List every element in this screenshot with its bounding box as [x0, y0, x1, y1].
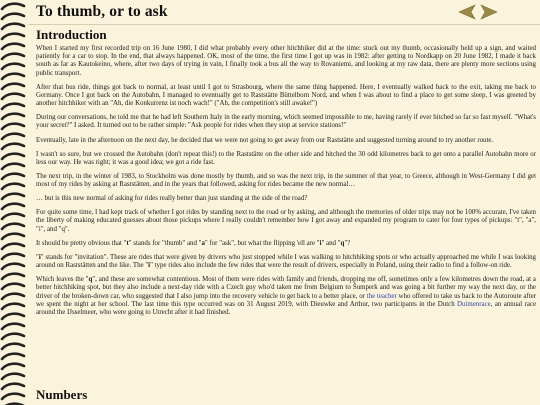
paragraph: After that bus ride, things got back to normal, at least until I got to Strasbourg, where the same thing happened. Here, I eventually walked back to the exit, taking me back to Germany. Once I got back on the Autobahn, I managed to eventually get to Raststätte Büttelborn Nord, and when I was about to find a place to get some sleep, I was greeted by another hitchhiker with an "Ah, die Konkurrenz ist noch wach!" ("Ah, the competition's still awake!")	[36, 83, 536, 108]
binding-ring	[2, 274, 24, 279]
article-body	[36, 45, 536, 323]
binding-ring	[2, 254, 24, 259]
binding-ring	[2, 184, 24, 189]
paragraph: I wasn't so sure, but we crossed the Autobahn (don't repeat this!) to the Raststätte on the other side and hitched the 30 odd kilometres back to get onto a parallel Autobahn more or less our way. He was right; it was a good idea; we got a ride fast.	[36, 150, 536, 166]
paragraph	[36, 240, 536, 248]
binding-ring	[2, 24, 24, 29]
paragraph	[36, 276, 536, 317]
binding-ring	[2, 314, 24, 319]
arrow-right-icon[interactable]	[480, 4, 498, 20]
page	[28, 0, 540, 405]
binding-ring	[2, 64, 24, 69]
binding-ring	[2, 94, 24, 99]
binding-ring	[2, 74, 24, 79]
bold-letter-q: q	[340, 239, 345, 247]
binding-ring	[2, 44, 24, 49]
binding-ring	[2, 224, 24, 229]
spiral-binding	[0, 0, 26, 405]
page-navigation	[458, 4, 498, 20]
binding-ring	[2, 204, 24, 209]
text-run: , an annual race around the IJsselmeer, who were going to Utrecht after it had finished.	[36, 300, 536, 316]
paragraph: For quite some time, I had kept track of whether I got rides by standing next to the road or by asking, and although the memories of older trips may not be 100% accurate, I've taken the liberty of making educated guesses about those pickups where I really couldn't remember how I got away and expanded my program to cater for four types of pickups: "t", "a", "i", and "q".	[36, 209, 536, 233]
text-run: " for "ask", but what the flipping 'ell are "	[204, 239, 320, 247]
binding-ring	[2, 264, 24, 269]
binding-ring	[2, 194, 24, 199]
paragraph	[36, 254, 536, 270]
section-heading-introduction: Introduction	[36, 27, 107, 42]
binding-ring	[2, 174, 24, 179]
bold-letter-i: i	[38, 253, 41, 261]
text-run: ", and these are somewhat contentious. Most of them were rides with family and friends, dropping me off, sometimes only a few kilometres down the road, at a better hitchhiking spot, but they also include a next-day ride with a Czech guy who'd taken me from Belgium to Šumperk and was going a bit further my way the next day, or the driver of the broken-down car, who suggested that I also jump into the recovery vehicle to get back to a better place, or	[36, 276, 536, 300]
binding-ring	[2, 34, 24, 39]
bold-letter-i: i	[319, 239, 322, 247]
binding-ring	[2, 84, 24, 89]
binding-ring	[2, 234, 24, 239]
bold-letter-t: t	[126, 239, 129, 247]
bold-letter-a: a	[201, 239, 205, 247]
binding-ring	[2, 324, 24, 329]
binding-ring	[2, 144, 24, 149]
title-bar	[28, 0, 540, 25]
binding-ring	[2, 244, 24, 249]
binding-ring	[2, 374, 24, 379]
bold-letter-i: i	[148, 262, 151, 270]
binding-ring	[2, 54, 24, 59]
arrow-left-icon[interactable]	[458, 4, 476, 20]
text-run: It should be pretty obvious that "	[36, 239, 127, 247]
text-run: Which leaves the "	[36, 276, 89, 284]
duimenrace-link[interactable]: Duimenrace	[457, 300, 491, 308]
paragraph: When I started my first recorded trip on 16 June 1980, I did what probably every other hitchhiker did at the time: stuck out my thumb, occasionally held up a sign, and waited patiently for a car to stop. In the end, that always happened. OK, most of the time, the first time I got up was in 1982: after getting to Nordkapp on 20 June 1982, I made it back south as far as Kautokeino, where, after two days of trying in vain, I finally took a bus all the way to Rovaniemi, and looking at my raw data, there are plenty more sections using public transport.	[36, 45, 536, 77]
binding-ring	[2, 364, 24, 369]
text-run: "?	[344, 239, 351, 247]
binding-ring	[2, 384, 24, 389]
binding-ring	[2, 394, 24, 399]
teacher-link[interactable]: the teacher	[366, 292, 397, 300]
text-run: " stands for "thumb" and "	[128, 239, 202, 247]
binding-ring	[2, 114, 24, 119]
binding-ring	[2, 4, 24, 9]
binding-ring	[2, 334, 24, 339]
binding-ring	[2, 164, 24, 169]
text-run: "	[36, 253, 39, 261]
binding-ring	[2, 304, 24, 309]
binding-ring	[2, 354, 24, 359]
binding-ring	[2, 14, 24, 19]
text-run: " and "	[321, 239, 341, 247]
binding-ring	[2, 124, 24, 129]
paragraph: During our conversations, he told me that he had left Southern Italy in the early morning, which seemed impossible to me, having rarely if ever hitched so far so fast myself. "What's your secret?" I asked. It turned out to be rather simple: "Ask people for rides when they stop at service stations!"	[36, 114, 536, 130]
binding-ring	[2, 344, 24, 349]
section-heading-numbers: Numbers	[36, 387, 88, 402]
binding-ring	[2, 214, 24, 219]
paragraph: … but is this new normal of asking for rides really better than just standing at the side of the road?	[36, 195, 308, 203]
binding-ring	[2, 284, 24, 289]
binding-ring	[2, 294, 24, 299]
page-title: To thumb, or to ask	[36, 3, 168, 20]
paragraph: Eventually, late in the afternoon on the next day, he decided that we were not going to get away from our Raststätte and suggested turning around to try another route.	[36, 136, 494, 144]
binding-ring	[2, 104, 24, 109]
binding-ring	[2, 154, 24, 159]
text-run: who offered to take us back to the Autoroute after we spent the night at her school. The last time this type occurred was on 31 August 2019, with Dieuwke and Arthur, two participants in the Dutch	[36, 292, 536, 308]
bold-letter-q: q	[88, 276, 93, 284]
paragraph: The next trip, in the winter of 1983, to Stockholm was done mostly by thumb, and so was the next trip, in the summer of that year, to Greece, although in West-Germany I did get most of my rides by asking at Raststätten, and in the years that followed, asking for rides became the new normal…	[36, 172, 536, 189]
text-run: " stands for "invitation". These are rides that were given by drivers who just stopped while I was walking to hitchhiking spots or who actually approached me while I was looking around on Raststätten and the like. The "	[36, 253, 536, 270]
binding-ring	[2, 134, 24, 139]
text-run: " type rides also include the few rides that were the result of drivers, especially in Poland, using their radio to find a follow-on ride.	[150, 262, 512, 270]
